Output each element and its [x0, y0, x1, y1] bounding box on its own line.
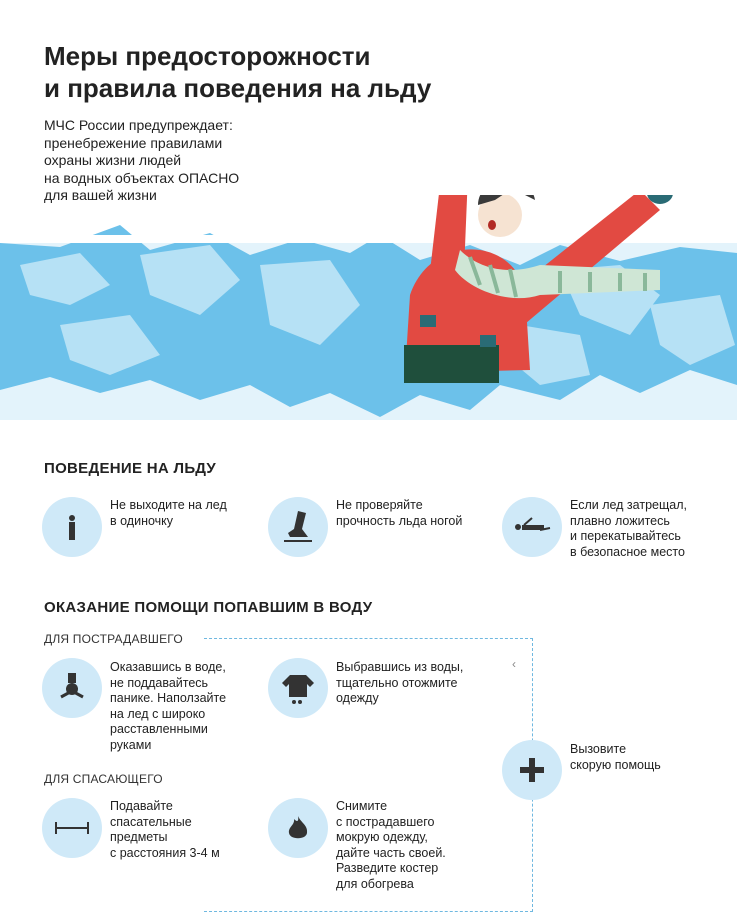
- item-circle: [268, 497, 328, 557]
- text-line: для обогрева: [336, 876, 414, 891]
- chevron-left-icon: ‹: [512, 657, 516, 671]
- text-line: Выбравшись из воды,: [336, 660, 464, 674]
- text-line: руками: [110, 737, 152, 752]
- text-line: панике. Наползайте: [110, 691, 227, 705]
- person-in-water-icon: [55, 671, 89, 705]
- text-line: скорую помощь: [570, 757, 661, 772]
- warning-line: для вашей жизни: [44, 187, 157, 203]
- victim-label: ДЛЯ ПОСТРАДАВШЕГО: [44, 632, 183, 646]
- person-standing-icon: [57, 512, 87, 542]
- text-line: Вызовите: [570, 742, 627, 756]
- text-line: спасательные: [110, 814, 192, 829]
- warning-text: [44, 117, 239, 205]
- text-line: с расстояния 3-4 м: [110, 845, 220, 860]
- text-line: Не проверяйте: [336, 498, 423, 512]
- section-title-help: ОКАЗАНИЕ ПОМОЩИ ПОПАВШИМ В ВОДУ: [44, 599, 373, 616]
- text-line: и перекатывайтесь: [570, 529, 681, 543]
- text-line: на лед с широко: [110, 706, 206, 721]
- text-line: в одиночку: [110, 513, 174, 528]
- text-line: с пострадавшего: [336, 814, 435, 829]
- text-line: Оказавшись в воде,: [110, 660, 226, 674]
- text-line: прочность льда ногой: [336, 513, 463, 528]
- item-circle: [502, 740, 562, 800]
- text-line: Не выходите на лед: [110, 498, 227, 512]
- text-line: одежду: [336, 691, 379, 705]
- rescuer-label: ДЛЯ СПАСАЮЩЕГО: [44, 772, 163, 786]
- warning-line: охраны жизни людей: [44, 152, 182, 168]
- warning-line: пренебрежение правилами: [44, 134, 223, 151]
- section-title-ice: ПОВЕДЕНИЕ НА ЛЬДУ: [44, 460, 217, 477]
- title-line-1: Меры предосторожности: [44, 41, 371, 71]
- wet-sweater-icon: [280, 671, 316, 705]
- page-title: [44, 40, 431, 104]
- warning-line: на водных объектах ОПАСНО: [44, 169, 240, 186]
- text-line: предметы: [110, 830, 168, 844]
- text-line: Если лед затрещал,: [570, 498, 687, 512]
- item-circle: [42, 658, 102, 718]
- victim-item-1-text: [110, 660, 226, 753]
- text-line: Подавайте: [110, 799, 173, 813]
- plus-icon: [517, 755, 547, 785]
- text-line: не поддавайтесь: [110, 675, 209, 690]
- victim-item-2-text: [336, 660, 463, 707]
- person-lying-icon: [510, 512, 554, 542]
- fire-icon: [283, 813, 313, 843]
- text-line: дайте часть своей.: [336, 845, 446, 860]
- rescuer-item-2-text: [336, 799, 446, 892]
- text-line: Снимите: [336, 799, 388, 813]
- text-line: плавно ложитесь: [570, 513, 670, 528]
- item-circle: [42, 497, 102, 557]
- call-ambulance-text: [570, 742, 661, 773]
- rescuer-item-1-text: [110, 799, 220, 861]
- item-circle: [502, 497, 562, 557]
- item-circle: [268, 798, 328, 858]
- item-circle: [268, 658, 328, 718]
- text-line: мокрую одежду,: [336, 830, 428, 844]
- boot-step-icon: [278, 507, 318, 547]
- item-circle: [42, 798, 102, 858]
- title-line-2: и правила поведения на льду: [44, 73, 432, 103]
- ice-item-1-text: [110, 498, 227, 529]
- warning-line: МЧС России предупреждает:: [44, 117, 233, 133]
- ice-item-3-text: [570, 498, 687, 560]
- text-line: Разведите костер: [336, 861, 439, 875]
- text-line: расставленными: [110, 722, 208, 736]
- ice-item-2-text: [336, 498, 462, 529]
- text-line: тщательно отожмите: [336, 675, 458, 690]
- text-line: в безопасное место: [570, 544, 685, 559]
- ice-break-illustration: [0, 195, 737, 435]
- distance-measure-icon: [52, 818, 92, 838]
